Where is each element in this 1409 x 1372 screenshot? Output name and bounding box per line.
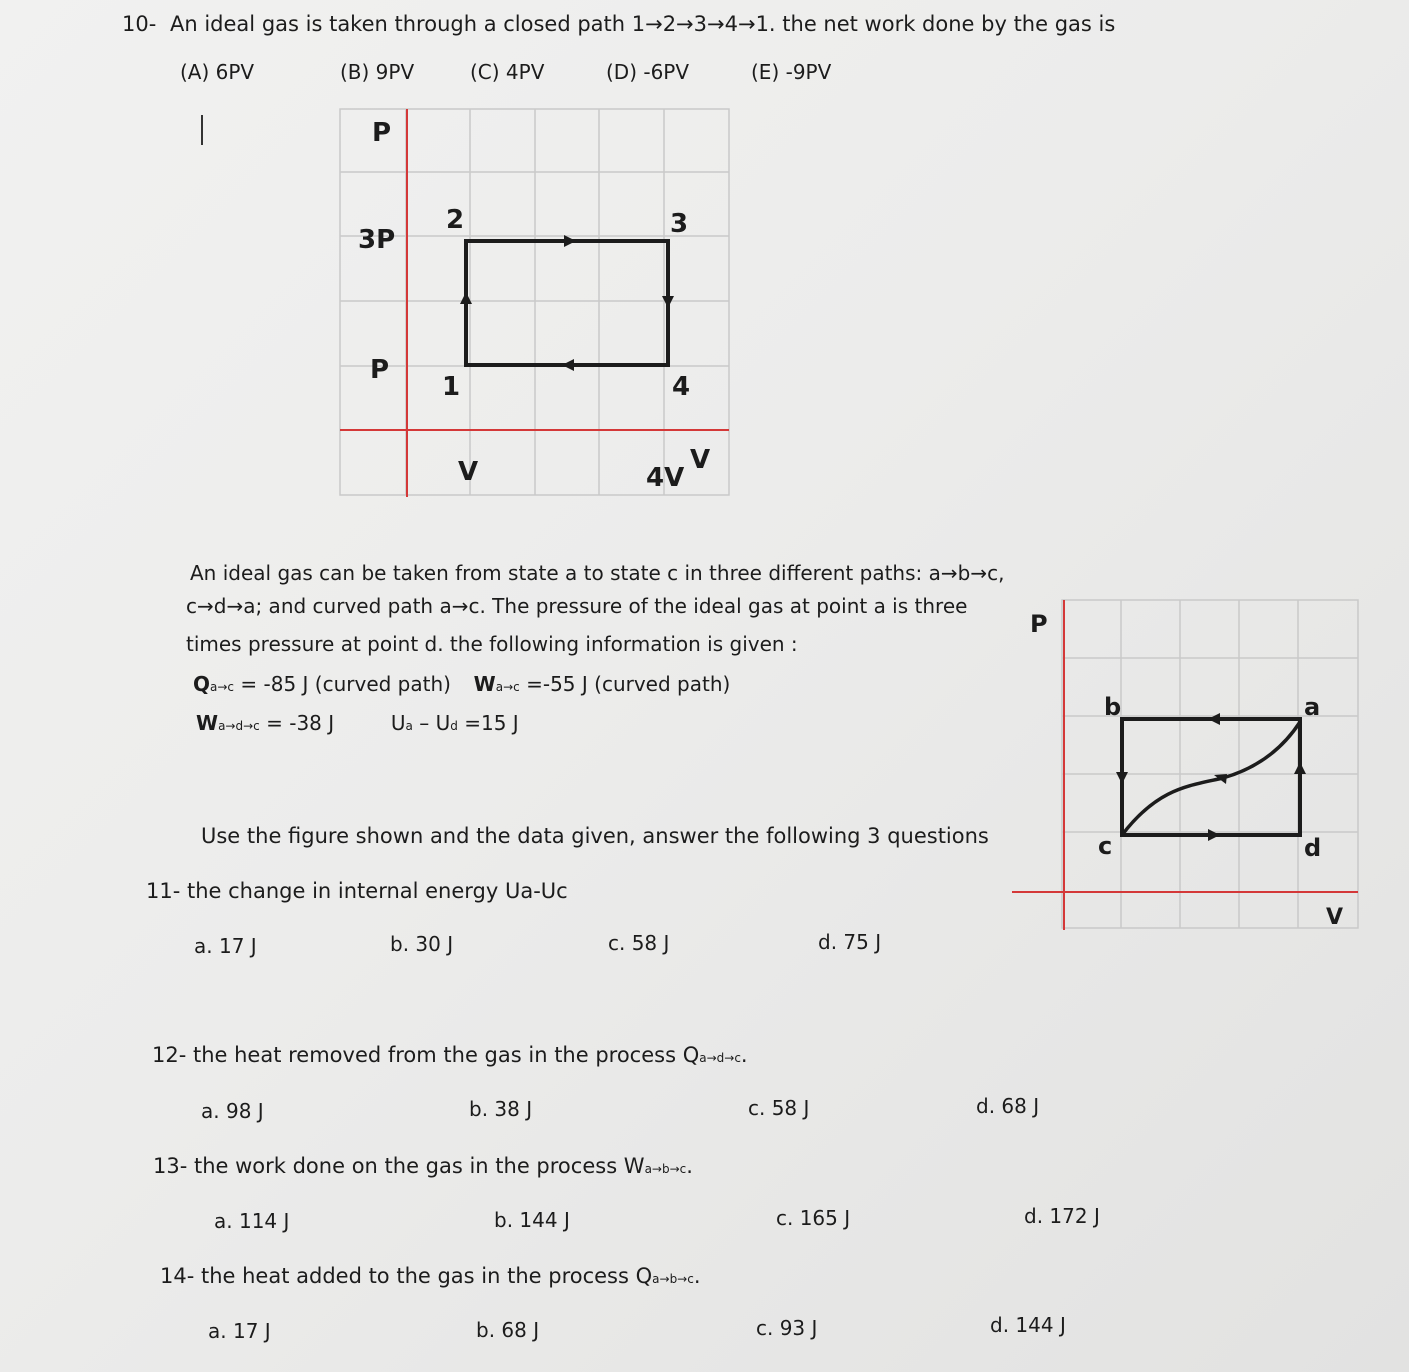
point-label-2: 2 xyxy=(446,205,465,235)
q12-option-d[interactable]: d. 68 J xyxy=(976,1094,1040,1118)
axis-label-p: P xyxy=(372,118,392,148)
q14-option-c[interactable]: c. 93 J xyxy=(756,1316,818,1340)
q14-option-b[interactable]: b. 68 J xyxy=(476,1318,540,1342)
q12-text-main: 12- the heat removed from the gas in the process Q xyxy=(152,1043,700,1067)
arrow-4-to-1 xyxy=(562,359,574,371)
q12-option-a[interactable]: a. 98 J xyxy=(201,1099,264,1123)
given-wadc-symbol: W xyxy=(196,711,219,735)
curved-path-a-c xyxy=(1122,722,1300,835)
tick-label-3p: 3P xyxy=(358,225,396,255)
q12-end: . xyxy=(740,1043,748,1067)
q12-subscript: a→d→c xyxy=(699,1051,741,1065)
q14-text-main: 14- the heat added to the gas in the process Q xyxy=(160,1264,653,1288)
q11-option-b[interactable]: b. 30 J xyxy=(390,932,454,956)
point-label-1: 1 xyxy=(442,372,461,402)
given-w-subscript: a→c xyxy=(495,680,520,694)
q10-text: An ideal gas is taken through a closed path 1→2→3→4→1. the net work done by the gas is xyxy=(170,12,1116,36)
grid xyxy=(1062,600,1358,928)
q12-option-c[interactable]: c. 58 J xyxy=(748,1096,810,1120)
q10-option-a[interactable]: (A) 6PV xyxy=(180,60,255,84)
arrow-b-to-c xyxy=(1116,772,1128,784)
q14-text xyxy=(160,1264,701,1288)
q13-option-c[interactable]: c. 165 J xyxy=(776,1206,851,1230)
q10-option-b[interactable]: (B) 9PV xyxy=(340,60,415,84)
q11-option-d[interactable]: d. 75 J xyxy=(818,930,882,954)
instruction-text: Use the figure shown and the data given, answer the following 3 questions xyxy=(201,824,989,848)
point-label-4: 4 xyxy=(672,372,691,402)
q13-text-main: 13- the work done on the gas in the process W xyxy=(153,1154,645,1178)
q13-option-b[interactable]: b. 144 J xyxy=(494,1208,570,1232)
point-label-a: a xyxy=(1304,693,1321,721)
q10-number: 10- xyxy=(122,12,157,36)
intro-line-1: An ideal gas can be taken from state a to state c in three different paths: a→b→c, xyxy=(190,561,1005,585)
given-u-symbol: U xyxy=(390,711,406,735)
arrow-a-to-b xyxy=(1208,713,1220,725)
q12-text xyxy=(152,1043,748,1067)
axis-label-p: P xyxy=(1030,610,1048,638)
arrow-d-to-a xyxy=(1294,762,1306,774)
tick-label-4v: 4V xyxy=(646,463,685,493)
q13-option-a[interactable]: a. 114 J xyxy=(214,1209,290,1233)
given-u-minus: – U xyxy=(412,711,451,735)
q13-end: . xyxy=(686,1154,693,1178)
given-wadc-value: = -38 J xyxy=(259,711,335,735)
given-u-subscript-d: d xyxy=(450,719,458,733)
point-label-3: 3 xyxy=(670,209,689,239)
q11-option-a[interactable]: a. 17 J xyxy=(194,934,257,958)
q14-option-d[interactable]: d. 144 J xyxy=(990,1313,1066,1337)
q13-text xyxy=(153,1154,693,1178)
pv-diagram-abcd xyxy=(1008,598,1364,932)
pen-mark xyxy=(201,115,203,145)
point-label-b: b xyxy=(1104,693,1122,721)
intro-line-3: times pressure at point d. the following information is given : xyxy=(186,632,798,656)
given-q-value: = -85 J (curved path) xyxy=(234,672,451,696)
intro-line-2: c→d→a; and curved path a→c. The pressure of the ideal gas at point a is three xyxy=(186,594,968,618)
cycle-path xyxy=(466,241,668,365)
given-w-value: =-55 J (curved path) xyxy=(519,672,731,696)
pv-diagram-cycle xyxy=(338,108,732,498)
point-label-d: d xyxy=(1304,834,1322,862)
given-u-subscript-a: a xyxy=(405,719,413,733)
arrow-2-to-3 xyxy=(564,235,576,247)
given-w-symbol: W xyxy=(473,672,496,696)
axis-label-v: V xyxy=(690,445,711,475)
given-wadc-subscript: a→d→c xyxy=(218,719,260,733)
arrow-c-to-d xyxy=(1208,829,1220,841)
tick-label-v: V xyxy=(458,457,479,487)
path-rectangle xyxy=(1122,719,1300,835)
q10-option-e[interactable]: (E) -9PV xyxy=(751,60,832,84)
q11-option-c[interactable]: c. 58 J xyxy=(608,931,670,955)
axis-label-v: V xyxy=(1326,905,1344,930)
q10-option-d[interactable]: (D) -6PV xyxy=(606,60,690,84)
given-u-value: =15 J xyxy=(457,711,519,735)
q14-option-a[interactable]: a. 17 J xyxy=(208,1319,271,1343)
q13-option-d[interactable]: d. 172 J xyxy=(1024,1204,1100,1228)
q13-subscript: a→b→c xyxy=(644,1162,687,1176)
q12-option-b[interactable]: b. 38 J xyxy=(469,1097,533,1121)
q11-text: 11- the change in internal energy Ua-Uc xyxy=(146,879,568,903)
q14-end: . xyxy=(693,1264,701,1288)
given-line-2 xyxy=(196,711,519,735)
q14-subscript: a→b→c xyxy=(652,1272,694,1286)
q10-option-c[interactable]: (C) 4PV xyxy=(470,60,545,84)
point-label-c: c xyxy=(1098,832,1113,860)
given-line-1 xyxy=(193,672,730,696)
tick-label-p: P xyxy=(370,355,390,385)
given-q-symbol: Q xyxy=(193,672,211,696)
given-q-subscript: a→c xyxy=(210,680,235,694)
